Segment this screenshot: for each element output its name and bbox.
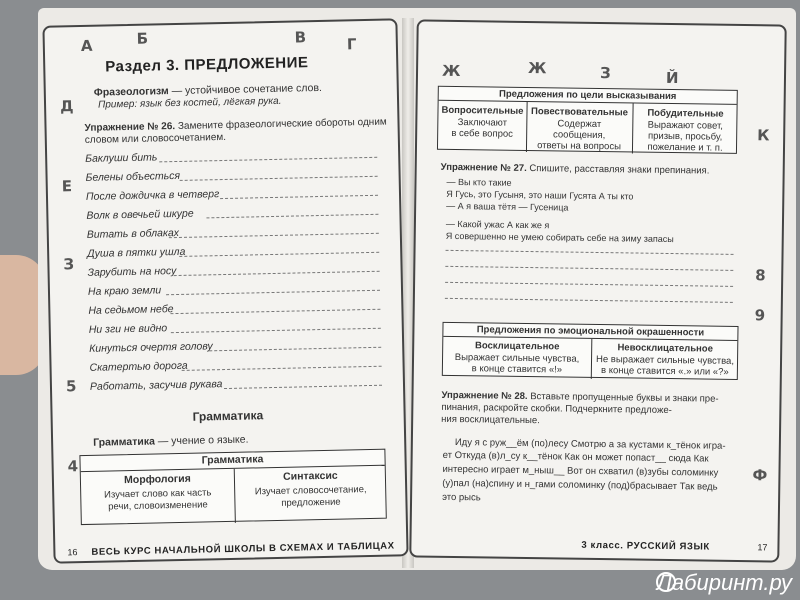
exercise-28-body: интересно играет м_ныш__ Вот он схватил (в)зубы соломинку (442, 463, 719, 479)
border-letter: З (63, 255, 75, 274)
exercise-28-text: пинания, раскройте скобки. Подчеркните предложе- (441, 401, 672, 417)
idiom-item: Скатертью дорога (89, 359, 188, 374)
border-letter: 4 (67, 457, 79, 476)
purpose-col-text: Заключают (457, 117, 508, 129)
idiom-item: Ни зги не видно (88, 322, 168, 336)
border-letter: Г (346, 35, 357, 54)
answer-line[interactable] (179, 252, 379, 257)
idiom-item: На краю земли (87, 284, 162, 298)
exercise-26-label: Упражнение № 26. (84, 121, 176, 134)
idiom-item: На седьмом небе (88, 303, 174, 317)
answer-line[interactable] (445, 266, 733, 271)
border-letter: Б (136, 29, 149, 48)
grammar-title: Грамматика (192, 408, 264, 424)
purpose-col-text: Выражают совет, (647, 119, 724, 132)
idiom-item: Душа в пятки ушла (87, 245, 186, 260)
purpose-col-text: призыв, просьбу, (647, 130, 723, 143)
emotion-col-text: в конце ставится «!» (471, 363, 563, 376)
border-letter: К (757, 126, 770, 145)
border-letter: 5 (65, 377, 77, 396)
border-letter: Д (59, 97, 74, 116)
exercise-27-text: Спишите, расставляя знаки препинания. (529, 163, 710, 177)
purpose-col-title: Побудительные (647, 107, 724, 120)
purpose-col-text: сообщения, (552, 129, 606, 142)
idiom-item: Зарубить на носу (87, 265, 177, 279)
frazeologizm-term: Фразеологизм (93, 85, 169, 99)
grammar-col2-title: Синтаксис (282, 469, 338, 483)
exercise-27-line: — А я ваша тётя — Гусеница (446, 200, 569, 213)
section-title: Раздел 3. ПРЕДЛОЖЕНИЕ (105, 54, 309, 76)
border-letter: 8 (755, 266, 766, 285)
exercise-26-text-2: словом или словосочетанием. (84, 131, 227, 146)
grammar-col2-text: предложение (281, 496, 341, 509)
emotion-col-title: Восклицательное (474, 340, 560, 353)
answer-line[interactable] (166, 290, 380, 295)
border-letter: Й (665, 68, 679, 88)
border-letter: Ж (441, 61, 461, 81)
exercise-28-label: Упражнение № 28. (441, 389, 528, 403)
purpose-table-header: Предложения по цели высказывания (439, 87, 737, 105)
frazeologizm-definition: — устойчивое сочетание слов. (168, 81, 323, 98)
idiom-item: Баклуши бить (85, 151, 158, 165)
border-letter: В (294, 28, 307, 47)
idiom-item: Белены объесться (85, 169, 181, 184)
idiom-item: Витать в облаках (86, 226, 180, 241)
exercise-28-body: это рысь (442, 491, 481, 504)
purpose-col-text: в себе вопрос (451, 127, 514, 140)
border-letter: Ж (527, 59, 547, 78)
answer-line[interactable] (180, 176, 378, 181)
idiom-item: Работать, засучив рукава (89, 378, 223, 393)
exercise-28-body: Иду я с руж__ём (по)лесу Смотрю а за кустами к_тёнок игра- (454, 437, 726, 452)
exercise-28-text: ния восклицательные. (441, 413, 540, 427)
purpose-col-text: Содержат (557, 118, 602, 131)
grammar-term: Грамматика (93, 435, 155, 449)
grammar-col2-text: Изучает словосочетание, (254, 484, 367, 498)
left-page (42, 18, 408, 563)
right-page (409, 19, 786, 562)
idiom-item: Кинуться очертя голову (89, 340, 213, 355)
emotion-table-header: Предложения по эмоциональной окрашенности (443, 323, 737, 341)
answer-line[interactable] (174, 271, 380, 276)
answer-line[interactable] (206, 214, 378, 219)
exercise-28-body: (у)пал (на)спину и н_гами соломинку (под)брасывает Так ведь (442, 477, 718, 493)
border-letter: А (80, 36, 93, 55)
purpose-table (437, 86, 738, 154)
grammar-col1-title: Морфология (123, 472, 191, 487)
idiom-item: Волк в овечьей шкуре (86, 207, 194, 222)
open-book (38, 8, 796, 570)
answer-line[interactable] (224, 385, 382, 389)
answer-line[interactable] (209, 347, 381, 352)
answer-line[interactable] (445, 298, 733, 303)
grammar-table (79, 449, 386, 525)
grammar-col1-text: речи, словоизменение (108, 499, 208, 513)
right-footer: 3 класс. РУССКИЙ ЯЗЫК (581, 539, 710, 553)
border-letter: Ф (752, 466, 768, 485)
emotion-col-text: Не выражает сильные чувства, (595, 353, 735, 367)
answer-line[interactable] (446, 250, 734, 255)
purpose-col-text: ответы на вопросы (537, 140, 622, 153)
exercise-27-line: Я совершенно не умею собирать себе на зиму запасы (445, 230, 674, 245)
exercise-27-line: Я Гусь, это Гусыня, это наши Гусята А ты кто (446, 188, 634, 202)
frazeologizm-example: Пример: язык без костей, лёгкая рука. (97, 95, 282, 111)
emotion-col-title: Невосклицательное (617, 342, 713, 355)
grammar-col1-text: Изучает слово как часть (103, 487, 212, 501)
grammar-definition: — учение о языке. (154, 433, 249, 448)
exercise-28-text: Вставьте пропущенные буквы и знаки пре- (530, 391, 719, 405)
page-number-left: 16 (67, 547, 78, 558)
page-number-right: 17 (757, 542, 768, 553)
emotion-col-text: Выражает сильные чувства, (454, 352, 580, 365)
emotion-table (442, 322, 739, 380)
answer-line[interactable] (170, 309, 380, 314)
border-letter: 9 (754, 306, 766, 325)
emotion-col-text: в конце ставится «.» или «?» (600, 365, 729, 378)
answer-line[interactable] (171, 328, 381, 333)
watermark: Лабиринт.ру (656, 570, 792, 595)
purpose-col-title: Повествовательные (530, 106, 629, 119)
exercise-27-line: — Вы кто такие (446, 176, 512, 188)
exercise-27-label: Упражнение № 27. (440, 161, 527, 174)
exercise-28-body: ет Откуда (в)л_су к__тёнок Как он может попаст__ сюда Как (442, 449, 709, 465)
border-letter: З (599, 64, 611, 83)
purpose-col-title: Вопросительные (441, 104, 524, 117)
exercise-26-text: Замените фразеологические обороты одним (177, 116, 387, 132)
exercise-27-line: — Какой ужас А как же я (445, 218, 550, 231)
purpose-col-text: пожелание и т. п. (647, 141, 723, 154)
idiom-item: После дождичка в четверг (85, 188, 220, 203)
left-footer: ВЕСЬ КУРС НАЧАЛЬНОЙ ШКОЛЫ В СХЕМАХ И ТАБЛИЦАХ (91, 540, 395, 558)
answer-line[interactable] (220, 195, 378, 199)
border-letter: Е (61, 177, 73, 196)
grammar-table-header: Грамматика (80, 450, 384, 472)
answer-line[interactable] (169, 233, 379, 238)
answer-line[interactable] (445, 282, 733, 287)
answer-line[interactable] (159, 157, 377, 163)
answer-line[interactable] (182, 366, 382, 371)
